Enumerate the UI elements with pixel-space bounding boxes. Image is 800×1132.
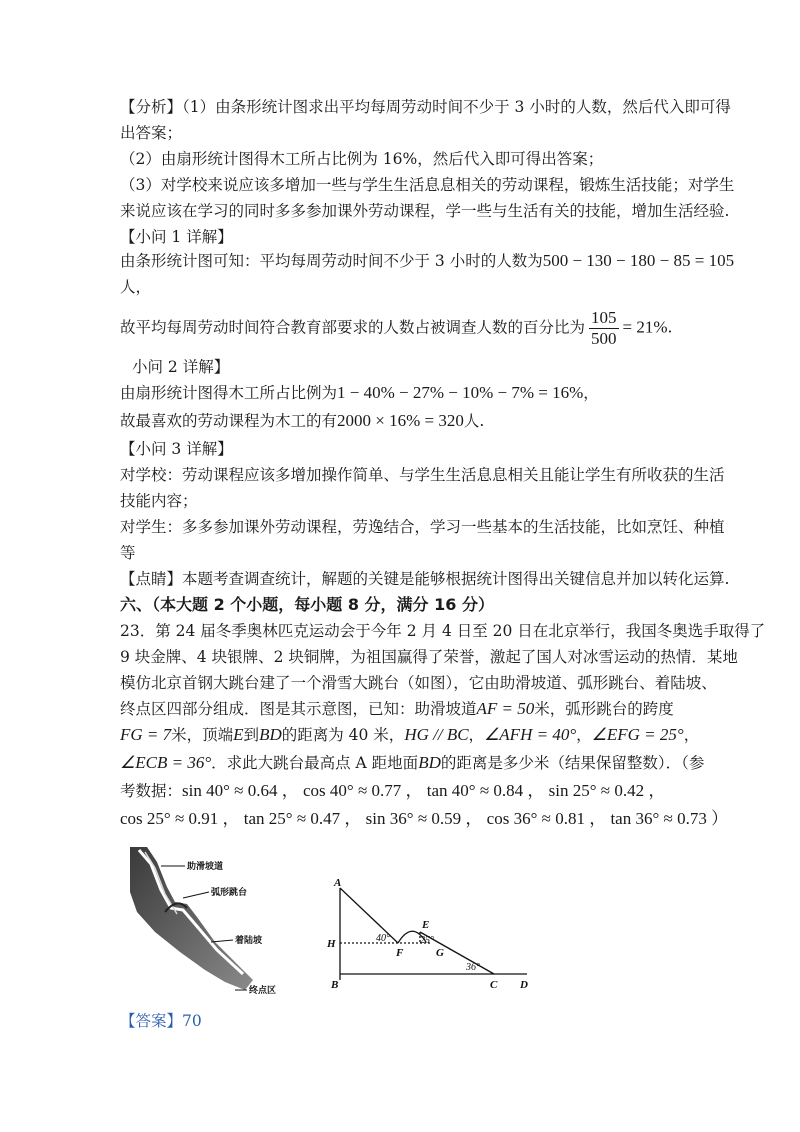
solution-3-line-2: 技能内容； xyxy=(120,492,198,510)
analysis-line-4: （3）对学校来说应该多增加一些与学生生活息息相关的劳动课程，锻炼生活技能；对学生 xyxy=(120,176,735,194)
question-23-line-2: 9 块金牌、4 块银牌、2 块铜牌，为祖国赢得了荣誉，激起了国人对冰雪运动的热情．某地 xyxy=(120,648,738,666)
subquestion-2-heading: 小问 2 详解】 xyxy=(132,358,230,376)
label-h: H xyxy=(327,938,336,950)
photo-label-arc-platform: 弧形跳台 xyxy=(211,888,248,898)
photo-label-approach-ramp: 助滑坡道 xyxy=(187,862,224,872)
comment-line: 【点睛】本题考查调查统计，解题的关键是能够根据统计图得出关键信息并加以转化运算. xyxy=(120,570,730,588)
photo-label-landing-slope: 着陆坡 xyxy=(235,936,263,946)
analysis-line-1: 【分析】（1）由条形统计图求出平均每周劳动时间不少于 3 小时的人数，然后代入即可得 xyxy=(120,98,731,116)
subquestion-1-heading: 【小问 1 详解】 xyxy=(120,228,233,246)
solution-1-line-2: 人， xyxy=(120,278,152,296)
angle-label-c: 36° xyxy=(466,962,480,973)
solution-1-line-1: 由条形统计图可知：平均每周劳动时间不少于 3 小时的人数为500 − 130 − 180 − 85 = 105 xyxy=(120,251,735,270)
question-23-line-5: FG = 7米，顶端E到BD的距离为 40 米，HG // BC，∠AFH = 40°，∠EFG = 25°， xyxy=(120,725,700,744)
equation: = 21% xyxy=(622,317,668,337)
label-a: A xyxy=(334,877,342,889)
ski-jump-photo-figure xyxy=(125,842,300,1002)
question-23-line-6: ∠ECB = 36°．求此大跳台最高点 A 距地面BD的距离是多少米（结果保留整数）．（参 xyxy=(120,753,705,772)
solution-2-line-2: 故最喜欢的劳动课程为木工的有2000 × 16% = 320人. xyxy=(120,411,485,430)
analysis-line-3: （2）由扇形统计图得木工所占比例为 16%，然后代入即可得出答案； xyxy=(120,150,604,168)
solution-3-line-3: 对学生：多多参加课外劳动课程，劳逸结合，学习一些基本的生活技能，比如烹饪、种植 xyxy=(120,518,725,536)
answer-label: 【答案】 xyxy=(120,1012,183,1030)
question-23-line-1: 23．第 24 届冬季奥林匹克运动会于今年 2 月 4 日至 20 日在北京举行，我国冬奥选手取得了 xyxy=(120,622,766,640)
analysis-line-5: 来说应该在学习的同时多多参加课外劳动课程，学一些与生活有关的技能，增加生活经验. xyxy=(120,202,730,220)
subquestion-3-heading: 【小问 3 详解】 xyxy=(120,440,233,458)
angle-label-e: 25° xyxy=(420,935,434,946)
question-23-line-7: 考数据：sin 40° ≈ 0.64 ， cos 40° ≈ 0.77 ， tan 40° ≈ 0.84 ， sin 25° ≈ 0.42 ， xyxy=(120,781,666,800)
label-e: E xyxy=(422,919,430,931)
label-g: G xyxy=(436,947,444,959)
label-f: F xyxy=(396,947,404,959)
angle-label-f: 40° xyxy=(376,933,390,944)
photo-label-finish-area: 终点区 xyxy=(249,986,277,996)
label-b: B xyxy=(331,979,339,991)
solution-2-line-1: 由扇形统计图得木工所占比例为1 − 40% − 27% − 10% − 7% = 16%， xyxy=(120,383,599,402)
label-c: C xyxy=(490,979,498,991)
equation: 500 − 130 − 180 − 85 = 105 xyxy=(542,251,735,270)
question-23-line-4: 终点区四部分组成．图是其示意图，已知：助滑坡道AF = 50米，弧形跳台的跨度 xyxy=(120,699,674,718)
equation: 1 − 40% − 27% − 10% − 7% = 16% xyxy=(337,383,584,402)
answer-line xyxy=(120,1010,202,1032)
equation: 2000 × 16% = 320 xyxy=(337,411,464,430)
question-23-line-3: 模仿北京首钢大跳台建了一个滑雪大跳台（如图），它由助滑坡道、弧形跳台、着陆坡、 xyxy=(120,674,717,692)
label-d: D xyxy=(520,979,528,991)
question-23-line-8: cos 25° ≈ 0.91 ， tan 25° ≈ 0.47 ， sin 36° ≈ 0.59 ， cos 36° ≈ 0.81 ， tan 36° ≈ 0.73 ） xyxy=(120,809,729,828)
section-heading: 六、（本大题 2 个小题，每小题 8 分，满分 16 分） xyxy=(120,595,494,614)
analysis-line-2: 出答案； xyxy=(120,124,183,142)
solution-3-line-4: 等 xyxy=(120,544,136,562)
solution-3-line-1: 对学校：劳动课程应该多增加操作简单、与学生生活息息相关且能让学生有所收获的生活 xyxy=(120,466,725,484)
answer-value: 70 xyxy=(182,1012,202,1030)
solution-1-line-3: 故平均每周劳动时间符合教育部要求的人数占被调查人数的百分比为 $\frac{105}{500}$ = 21%. xyxy=(120,308,673,348)
ski-jump-geometry-diagram xyxy=(322,872,542,1002)
fraction: $\frac{105}{500}$ xyxy=(591,308,617,348)
